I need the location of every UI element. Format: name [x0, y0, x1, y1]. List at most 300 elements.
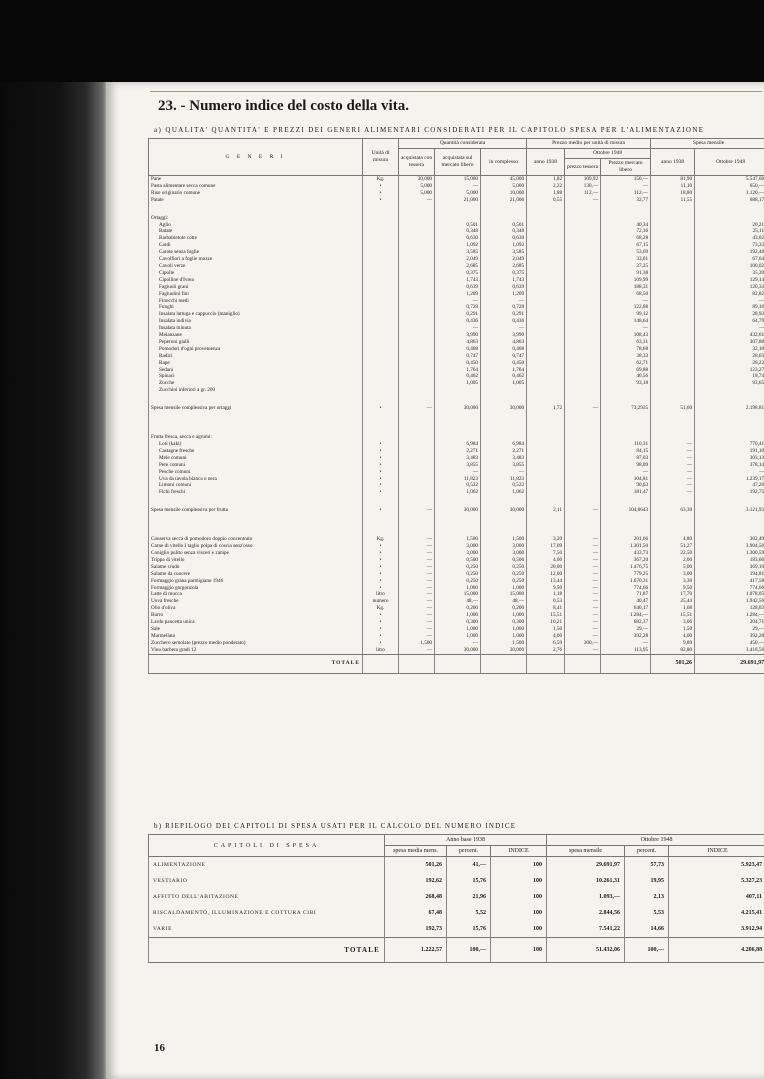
- cell-price-libero: 104,81: [601, 476, 651, 483]
- section-a-heading: a) QUALITA' QUANTITA' E PREZZI DEI GENERI ALIMENTARI CONSIDERATI PER IL CAPITOLO SPESA PER L'ALIMENTAZIONE: [154, 126, 705, 134]
- cell-qty-complesso: 3,585: [481, 249, 527, 256]
- cell-qty-complesso: —: [481, 298, 527, 305]
- cell-qty-libero: 1,005: [435, 380, 481, 387]
- cell-price-tessera: —: [565, 633, 601, 640]
- cell-unit: [363, 263, 399, 270]
- cell-unit: [363, 346, 399, 353]
- cell-qty-complesso: 1,500: [481, 536, 527, 543]
- table-row: [149, 489, 764, 496]
- cell-price-1938: 2,76: [527, 647, 565, 654]
- cell-name: Peperoni gialli: [149, 339, 363, 346]
- cell-qty-libero: [435, 514, 481, 525]
- cell-price-tessera: 112,—: [565, 190, 601, 197]
- cell-qty-libero: 0,522: [435, 482, 481, 489]
- cell-name: Olio d'oliva: [149, 605, 363, 612]
- cell-price-libero: 87,03: [601, 455, 651, 462]
- cell-unit: [363, 360, 399, 367]
- cell-spesa-1948: 32,10: [695, 346, 764, 353]
- summary-row: [149, 889, 764, 905]
- cell-price-1938: [527, 496, 565, 507]
- cell-name: Frutta fresca, secca e agrumi:: [149, 434, 363, 441]
- cell-price-tessera: —: [565, 564, 601, 571]
- cell-qty-complesso: 1,000: [481, 626, 527, 633]
- cell-qty-tessera: [399, 367, 435, 374]
- summary-cell-capitolo: VARIE: [149, 921, 385, 938]
- cell-price-libero: 1.284,—: [601, 612, 651, 619]
- cell-price-tessera: [565, 270, 601, 277]
- cell-qty-tessera: [399, 332, 435, 339]
- cell-price-tessera: [565, 204, 601, 215]
- cell-qty-libero: 3,483: [435, 455, 481, 462]
- cell-qty-complesso: [481, 434, 527, 441]
- cell-price-tessera: —: [565, 536, 601, 543]
- header-quantita: Quantità considerata: [399, 139, 527, 149]
- cell-spesa-1938: [651, 270, 695, 277]
- cell-spesa-1948: [695, 423, 764, 434]
- cell-unit: [363, 222, 399, 229]
- cell-price-1938: [527, 423, 565, 434]
- cell-qty-libero: 15,000: [435, 591, 481, 598]
- cell-spesa-1938: —: [651, 482, 695, 489]
- cell-name: Ortaggi:: [149, 215, 363, 222]
- cell-qty-tessera: [399, 360, 435, 367]
- table-row: [149, 434, 764, 441]
- cell-price-libero: —: [601, 325, 651, 332]
- cell-price-tessera: [565, 434, 601, 441]
- table-row: [149, 249, 764, 256]
- cell-price-1938: [527, 441, 565, 448]
- cell-name: Spesa mensile complessiva per frutta: [149, 507, 363, 514]
- cell-qty-libero: 1,764: [435, 367, 481, 374]
- cell-unit: [363, 318, 399, 325]
- table-row: [149, 448, 764, 455]
- cell-unit: [363, 235, 399, 242]
- cell-name: Radici: [149, 353, 363, 360]
- summary-cell-indice-1948: 4.215,41: [669, 905, 764, 921]
- cell-spesa-1948: 43,02: [695, 235, 764, 242]
- summary-cell-spesa-mensile: 10.261,31: [547, 873, 625, 889]
- cell-spesa-1948: 5.547,60: [695, 176, 764, 183]
- cell-unit: •: [363, 612, 399, 619]
- cell-price-1938: [527, 346, 565, 353]
- cell-spesa-1948: 123,27: [695, 367, 764, 374]
- cell-qty-libero: 0,501: [435, 222, 481, 229]
- summary-row: [149, 873, 764, 889]
- summary-cell-indice-1938: 100: [491, 873, 547, 889]
- cell-price-libero: 33,01: [601, 256, 651, 263]
- cell-spesa-1948: 89,16: [695, 304, 764, 311]
- summary-total-row: [149, 938, 764, 963]
- cell-name: [149, 204, 363, 215]
- table-row: [149, 462, 764, 469]
- summary-cell-indice-1938: 100: [491, 889, 547, 905]
- cell-price-1938: [527, 270, 565, 277]
- cell-qty-libero: 0,639: [435, 284, 481, 291]
- cell-unit: •: [363, 633, 399, 640]
- cell-price-libero: [601, 387, 651, 394]
- cell-price-1938: [527, 235, 565, 242]
- cell-name: Batate: [149, 228, 363, 235]
- cell-price-tessera: [565, 455, 601, 462]
- cell-unit: [363, 291, 399, 298]
- header-ottobre-1948: Ottobre 1948: [547, 835, 764, 846]
- cell-name: Spinaci: [149, 373, 363, 380]
- header-anno-base: Anno base 1938: [385, 835, 547, 846]
- cell-qty-complesso: 1,062: [481, 489, 527, 496]
- cell-qty-complesso: 0,291: [481, 311, 527, 318]
- document-page: [106, 82, 764, 1079]
- cell-qty-tessera: —: [399, 605, 435, 612]
- cell-price-tessera: [565, 380, 601, 387]
- cell-name: Formaggio grana parmigiano 1946: [149, 578, 363, 585]
- table-row: [149, 612, 764, 619]
- table-row: [149, 476, 764, 483]
- cell-qty-tessera: [399, 222, 435, 229]
- book-spine: [0, 82, 108, 1079]
- table-row: [149, 591, 764, 598]
- cell-spesa-1938: [651, 242, 695, 249]
- cell-qty-libero: 0,462: [435, 373, 481, 380]
- cell-qty-complesso: 0,436: [481, 318, 527, 325]
- cell-name: Fagiuolini fini: [149, 291, 363, 298]
- cell-name: Funghi: [149, 304, 363, 311]
- cell-name: Cipolle: [149, 270, 363, 277]
- cell-spesa-1938: 3,00: [651, 571, 695, 578]
- cell-spesa-1938: 63,30: [651, 507, 695, 514]
- cell-price-tessera: [565, 298, 601, 305]
- cell-price-libero: 91,38: [601, 270, 651, 277]
- header-s-ottobre: Ottobre 1948: [695, 149, 764, 176]
- cell-price-tessera: —: [565, 571, 601, 578]
- cell-spesa-1938: 51,60: [651, 405, 695, 412]
- cell-name: Latte di mucca: [149, 591, 363, 598]
- summary-cell-percent-1938: 15,76: [447, 921, 491, 938]
- cell-price-libero: [601, 514, 651, 525]
- summary-cell-percent-1948: 2,13: [625, 889, 669, 905]
- cell-price-1938: 4,00: [527, 557, 565, 564]
- table-row: [149, 441, 764, 448]
- cell-unit: [363, 339, 399, 346]
- cell-price-1938: [527, 514, 565, 525]
- table-row: [149, 277, 764, 284]
- table-row: [149, 339, 764, 346]
- cell-price-libero: 40,47: [601, 598, 651, 605]
- cell-spesa-1948: [695, 387, 764, 394]
- cell-qty-complesso: 3,000: [481, 543, 527, 550]
- cell-name: Marmellata: [149, 633, 363, 640]
- cell-qty-libero: 5,000: [435, 190, 481, 197]
- cell-qty-libero: 0,250: [435, 578, 481, 585]
- cell-price-tessera: 130,—: [565, 183, 601, 190]
- cell-price-1938: [527, 462, 565, 469]
- cell-qty-complesso: 30,000: [481, 647, 527, 654]
- cell-price-tessera: [565, 496, 601, 507]
- cell-qty-tessera: [399, 311, 435, 318]
- cell-qty-tessera: —: [399, 564, 435, 571]
- header-q-libero: acquistata sul mercato libero: [435, 149, 481, 176]
- cell-qty-complesso: 1,000: [481, 633, 527, 640]
- cell-spesa-1938: [651, 360, 695, 367]
- cell-price-1938: 12,00: [527, 571, 565, 578]
- table-row: [149, 228, 764, 235]
- cell-unit: [363, 270, 399, 277]
- cell-price-tessera: [565, 412, 601, 423]
- summary-cell-capitolo: AFFITTO DELL'ABITAZIONE: [149, 889, 385, 905]
- cell-qty-tessera: —: [399, 543, 435, 550]
- cell-price-1938: 8,41: [527, 605, 565, 612]
- header-p-tessera: prezzo tessera: [565, 159, 601, 176]
- cell-unit: [363, 353, 399, 360]
- table-row: [149, 543, 764, 550]
- cell-price-libero: [601, 215, 651, 222]
- cell-qty-libero: [435, 412, 481, 423]
- cell-price-libero: 110,31: [601, 441, 651, 448]
- cell-name: Cavoli verze: [149, 263, 363, 270]
- cell-price-libero: 69,88: [601, 367, 651, 374]
- total-spesa-1938: 501,26: [651, 654, 695, 673]
- cell-price-libero: [601, 525, 651, 536]
- table-row: [149, 571, 764, 578]
- cell-spesa-1938: 1,68: [651, 605, 695, 612]
- cell-qty-complesso: 3,855: [481, 462, 527, 469]
- table-row: [149, 291, 764, 298]
- cell-price-tessera: [565, 284, 601, 291]
- cell-unit: [363, 423, 399, 434]
- summary-cell-indice-1948: 5.327,23: [669, 873, 764, 889]
- cell-price-tessera: [565, 311, 601, 318]
- cell-spesa-1938: 4,80: [651, 536, 695, 543]
- cell-spesa-1948: 369,19: [695, 564, 764, 571]
- cell-name: Burro: [149, 612, 363, 619]
- cell-spesa-1938: [651, 373, 695, 380]
- cell-unit: [363, 525, 399, 536]
- cell-name: Insalata minuta: [149, 325, 363, 332]
- cell-spesa-1948: 2.198,81: [695, 405, 764, 412]
- summary-cell-spesa-mensile: 1.093,—: [547, 889, 625, 905]
- cell-qty-complesso: 1,092: [481, 242, 527, 249]
- cell-name: Zucche: [149, 380, 363, 387]
- table-row: [149, 387, 764, 394]
- cell-price-libero: 367,20: [601, 557, 651, 564]
- cell-price-libero: 188,31: [601, 284, 651, 291]
- cell-spesa-1948: 378,14: [695, 462, 764, 469]
- header-spesa: Spesa mensile: [651, 139, 764, 149]
- cell-spesa-1948: 1.300,59: [695, 550, 764, 557]
- cell-spesa-1948: 3.904,50: [695, 543, 764, 550]
- cell-price-libero: 67,15: [601, 242, 651, 249]
- cell-name: Loti (kaki): [149, 441, 363, 448]
- cell-price-tessera: [565, 263, 601, 270]
- cell-qty-tessera: [399, 249, 435, 256]
- table-row: [149, 311, 764, 318]
- cell-spesa-1938: —: [651, 469, 695, 476]
- summary-cell-spesa-mensile: 7.541,22: [547, 921, 625, 938]
- summary-cell-percent-1938: 5,52: [447, 905, 491, 921]
- table-row: [149, 183, 764, 190]
- cell-name: Zucchero semolato (prezzo medio ponderato): [149, 640, 363, 647]
- cell-price-tessera: [565, 332, 601, 339]
- cell-qty-complesso: 1,005: [481, 380, 527, 387]
- cell-price-tessera: —: [565, 598, 601, 605]
- cell-qty-tessera: [399, 434, 435, 441]
- cell-qty-tessera: [399, 325, 435, 332]
- cell-spesa-1938: 15,51: [651, 612, 695, 619]
- table-row: [149, 360, 764, 367]
- cell-spesa-1948: 20,21: [695, 222, 764, 229]
- spacer-row: [149, 394, 764, 405]
- cell-spesa-1938: —: [651, 489, 695, 496]
- spacer-row: [149, 412, 764, 423]
- cell-qty-complesso: 1,000: [481, 585, 527, 592]
- cell-qty-tessera: [399, 270, 435, 277]
- cell-qty-tessera: [399, 394, 435, 405]
- cell-spesa-1938: [651, 284, 695, 291]
- summary-cell-percent-1938: 41,—: [447, 857, 491, 874]
- cell-qty-tessera: [399, 277, 435, 284]
- cell-name: [149, 525, 363, 536]
- section-b-heading: b) RIEPILOGO DEI CAPITOLI DI SPESA USATI PER IL CALCOLO DEL NUMERO INDICE: [154, 822, 517, 830]
- cell-qty-libero: [435, 204, 481, 215]
- summary-total-label: TOTALE: [149, 938, 385, 963]
- header-p-libero: Prezzo mercato libero: [601, 159, 651, 176]
- spacer-row: [149, 514, 764, 525]
- cell-qty-complesso: 30,000: [481, 507, 527, 514]
- cell-price-1938: [527, 311, 565, 318]
- cell-spesa-1948: 29,—: [695, 626, 764, 633]
- cell-qty-tessera: [399, 380, 435, 387]
- cell-price-libero: 1.476,75: [601, 564, 651, 571]
- cell-price-1938: [527, 367, 565, 374]
- cell-price-libero: 122,88: [601, 304, 651, 311]
- header-q-complesso: in complesso: [481, 149, 527, 176]
- cell-qty-libero: 0,300: [435, 619, 481, 626]
- cell-name: Cavolfiori a foglie mozze: [149, 256, 363, 263]
- cell-qty-complesso: [481, 423, 527, 434]
- cell-qty-complesso: [481, 525, 527, 536]
- cell-price-libero: 37,25: [601, 263, 651, 270]
- summary-cell-percent-1938: 21,96: [447, 889, 491, 905]
- cell-name: [149, 496, 363, 507]
- cell-qty-tessera: [399, 476, 435, 483]
- cell-spesa-1938: [651, 412, 695, 423]
- cell-price-tessera: —: [565, 507, 601, 514]
- cell-qty-tessera: —: [399, 647, 435, 654]
- cell-price-tessera: [565, 489, 601, 496]
- cell-name: Limoni comuni: [149, 482, 363, 489]
- cell-name: [149, 394, 363, 405]
- summary-cell-indice-1938: 100: [491, 921, 547, 938]
- cell-name: Pasta alimentare secca comune: [149, 183, 363, 190]
- cell-price-tessera: [565, 291, 601, 298]
- cell-qty-tessera: —: [399, 612, 435, 619]
- cell-qty-complesso: 5,000: [481, 183, 527, 190]
- table-row: [149, 507, 764, 514]
- cell-spesa-1948: [695, 394, 764, 405]
- cell-spesa-1948: 192,48: [695, 249, 764, 256]
- table-row: [149, 647, 764, 654]
- summary-cell-spesa-mensile: 29.691,97: [547, 857, 625, 874]
- cell-price-tessera: [565, 482, 601, 489]
- cell-price-libero: —: [601, 640, 651, 647]
- cell-unit: [363, 242, 399, 249]
- cell-price-libero: 99,12: [601, 311, 651, 318]
- table-row: [149, 598, 764, 605]
- cell-qty-complesso: 0,630: [481, 235, 527, 242]
- cell-spesa-1948: 450,—: [695, 640, 764, 647]
- cell-unit: [363, 514, 399, 525]
- cell-name: Zucchini inferiori a gr. 200: [149, 387, 363, 394]
- cell-spesa-1948: [695, 496, 764, 507]
- cell-price-libero: 392,28: [601, 633, 651, 640]
- cell-spesa-1938: [651, 380, 695, 387]
- cell-unit: [363, 215, 399, 222]
- cell-spesa-1948: 688,17: [695, 197, 764, 204]
- cell-price-1938: 1,72: [527, 405, 565, 412]
- cell-spesa-1938: [651, 256, 695, 263]
- cell-qty-tessera: —: [399, 585, 435, 592]
- cell-price-1938: 1,50: [527, 626, 565, 633]
- cell-unit: [363, 380, 399, 387]
- cell-qty-libero: 0,291: [435, 311, 481, 318]
- cell-price-tessera: [565, 249, 601, 256]
- cell-unit: •: [363, 564, 399, 571]
- cell-spesa-1938: 4,00: [651, 633, 695, 640]
- cell-spesa-1938: [651, 353, 695, 360]
- cell-price-1938: 1,18: [527, 591, 565, 598]
- cell-price-libero: 40,34: [601, 222, 651, 229]
- cell-unit: •: [363, 455, 399, 462]
- cell-price-tessera: —: [565, 197, 601, 204]
- cell-name: Fagiuoli grani: [149, 284, 363, 291]
- cell-price-1938: [527, 277, 565, 284]
- cell-spesa-1948: 191,10: [695, 448, 764, 455]
- cell-qty-tessera: [399, 346, 435, 353]
- summary-total-percent-1938: 100,—: [447, 938, 491, 963]
- cell-qty-libero: 0,728: [435, 304, 481, 311]
- cell-spesa-1948: 3.121,93: [695, 507, 764, 514]
- cell-name: Mele comuni: [149, 455, 363, 462]
- cell-spesa-1948: —: [695, 298, 764, 305]
- cell-qty-libero: [435, 387, 481, 394]
- cell-name: Insalata lattuga e cappuccio (maniglio): [149, 311, 363, 318]
- cell-price-libero: [601, 204, 651, 215]
- cell-price-libero: 113,95: [601, 647, 651, 654]
- cell-price-1938: [527, 360, 565, 367]
- cell-qty-libero: 0,375: [435, 270, 481, 277]
- spacer-row: [149, 204, 764, 215]
- cell-qty-complesso: 0,522: [481, 482, 527, 489]
- cell-spesa-1948: [695, 525, 764, 536]
- cell-qty-libero: 11,823: [435, 476, 481, 483]
- cell-qty-complesso: 0,462: [481, 373, 527, 380]
- cell-unit: [363, 249, 399, 256]
- cell-qty-complesso: 2,685: [481, 263, 527, 270]
- cell-spesa-1938: —: [651, 455, 695, 462]
- cell-qty-libero: 1,000: [435, 633, 481, 640]
- cell-unit: •: [363, 626, 399, 633]
- cell-qty-complesso: 0,250: [481, 571, 527, 578]
- cell-qty-libero: 1,743: [435, 277, 481, 284]
- cell-qty-tessera: [399, 514, 435, 525]
- cell-spesa-1938: [651, 215, 695, 222]
- cell-unit: litro: [363, 647, 399, 654]
- cell-price-libero: 93,18: [601, 380, 651, 387]
- cell-price-libero: 181,47: [601, 489, 651, 496]
- cell-qty-libero: 0,630: [435, 235, 481, 242]
- cell-qty-libero: —: [435, 325, 481, 332]
- cell-unit: •: [363, 197, 399, 204]
- cell-price-1938: [527, 222, 565, 229]
